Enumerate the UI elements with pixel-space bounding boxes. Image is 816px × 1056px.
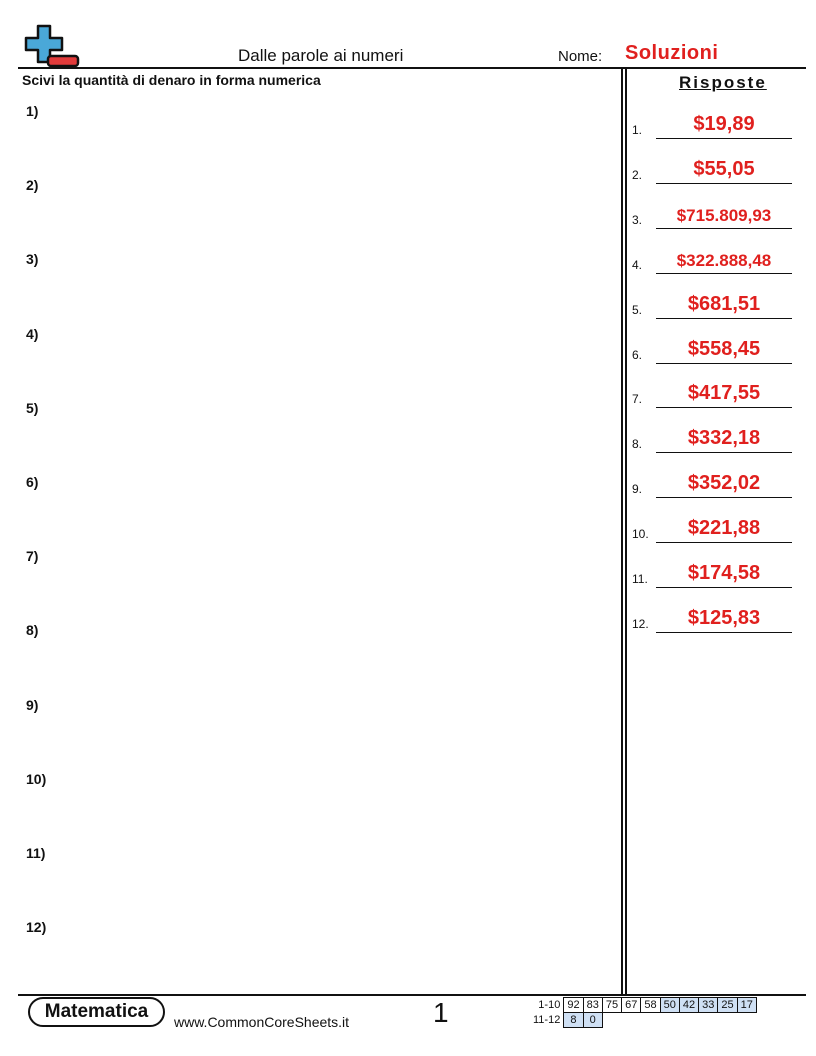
name-label: Nome:: [558, 48, 603, 65]
answer-value: $322.888,48: [676, 250, 772, 270]
answer-line: [656, 273, 792, 274]
question-number: 7): [26, 548, 39, 565]
score-range-label: 11-12: [533, 1014, 561, 1026]
answer-line: [656, 632, 792, 633]
score-cell: 67: [622, 998, 641, 1013]
score-cell: 83: [583, 998, 602, 1013]
score-cell: 58: [641, 998, 660, 1013]
answer-row: [632, 199, 792, 229]
question-number: 1): [26, 103, 39, 119]
answer-row: [632, 244, 792, 274]
score-cell: 25: [718, 998, 737, 1013]
answer-row: [632, 109, 792, 139]
answer-line: [656, 452, 792, 453]
score-cell: 75: [602, 998, 621, 1013]
answer-line: [656, 228, 792, 229]
question-number: 2): [26, 177, 39, 194]
answer-row: [632, 468, 792, 498]
answers-title: Risposte: [679, 73, 767, 92]
question-number: 10): [26, 770, 47, 787]
question-number: 12): [26, 919, 47, 936]
score-cell: 8: [564, 1013, 583, 1028]
page-number: 1: [433, 997, 449, 1028]
answer-line: [656, 183, 792, 184]
answer-number: 7.: [632, 392, 643, 407]
answer-line: [656, 587, 792, 588]
answer-value: $417,55: [687, 382, 761, 405]
answer-value: $55,05: [693, 157, 755, 180]
answer-number: 6.: [632, 347, 643, 362]
column-divider-left: [621, 68, 623, 996]
score-cell: 0: [583, 1013, 602, 1028]
score-cell: 17: [737, 998, 756, 1013]
answer-value: $352,02: [687, 472, 761, 495]
answer-number: 11.: [632, 572, 648, 586]
answer-line: [656, 407, 792, 408]
question-number: 3): [26, 251, 39, 268]
score-row: [530, 998, 756, 1013]
answer-row: [632, 289, 792, 319]
answer-row: [632, 513, 792, 543]
answer-line: [656, 542, 792, 543]
answer-line: [656, 497, 792, 498]
answer-value: $174,58: [687, 562, 761, 584]
answer-number: 4.: [632, 257, 643, 272]
instructions: Scivi la quantità di denaro in forma numerica: [22, 72, 321, 88]
score-cell: 42: [679, 998, 698, 1013]
answer-line: [656, 363, 792, 364]
answer-row: [632, 423, 792, 453]
score-range-label: 1-10: [538, 999, 561, 1011]
score-cell: 33: [699, 998, 718, 1013]
score-cell: 92: [564, 998, 583, 1013]
plus-minus-logo-icon: [22, 24, 80, 68]
answer-value: $681,51: [687, 292, 761, 315]
answer-number: 9.: [632, 482, 643, 497]
answer-value: $558,45: [687, 337, 761, 360]
brand-badge: Matematica: [28, 997, 165, 1027]
answer-value: $221,88: [687, 517, 761, 540]
answer-row: [632, 558, 792, 588]
answer-row: [632, 154, 792, 184]
answer-value: $332,18: [687, 427, 761, 450]
score-row: [530, 1013, 756, 1028]
answer-number: 12.: [632, 616, 649, 631]
question-number: 5): [26, 399, 39, 416]
column-divider-right: [625, 68, 627, 996]
question-number: 11): [26, 845, 46, 861]
answer-number: 3.: [632, 212, 643, 227]
answer-row: [632, 334, 792, 364]
answer-line: [656, 138, 792, 139]
answer-row: [632, 378, 792, 408]
footer-rule: [18, 994, 806, 996]
answer-number: 5.: [632, 302, 643, 317]
question-number: 8): [26, 622, 39, 639]
answer-value: $125,83: [687, 606, 761, 629]
answer-number: 10.: [632, 527, 649, 542]
name-value: Soluzioni: [625, 42, 719, 64]
question-number: 9): [26, 696, 39, 713]
site-url: www.CommonCoreSheets.it: [174, 1014, 350, 1030]
answer-value: $715.809,93: [676, 205, 772, 225]
answer-number: 2.: [632, 167, 643, 182]
answer-number: 8.: [632, 437, 643, 452]
answer-value: $19,89: [693, 113, 755, 135]
answer-row: [632, 603, 792, 633]
score-table: [530, 997, 757, 1028]
worksheet-title: Dalle parole ai numeri: [238, 46, 404, 65]
score-cell: 50: [660, 998, 679, 1013]
question-number: 6): [26, 474, 39, 490]
question-number: 4): [26, 325, 39, 342]
header-rule: [18, 67, 806, 69]
answer-line: [656, 318, 792, 319]
answer-number: 1.: [632, 123, 643, 137]
